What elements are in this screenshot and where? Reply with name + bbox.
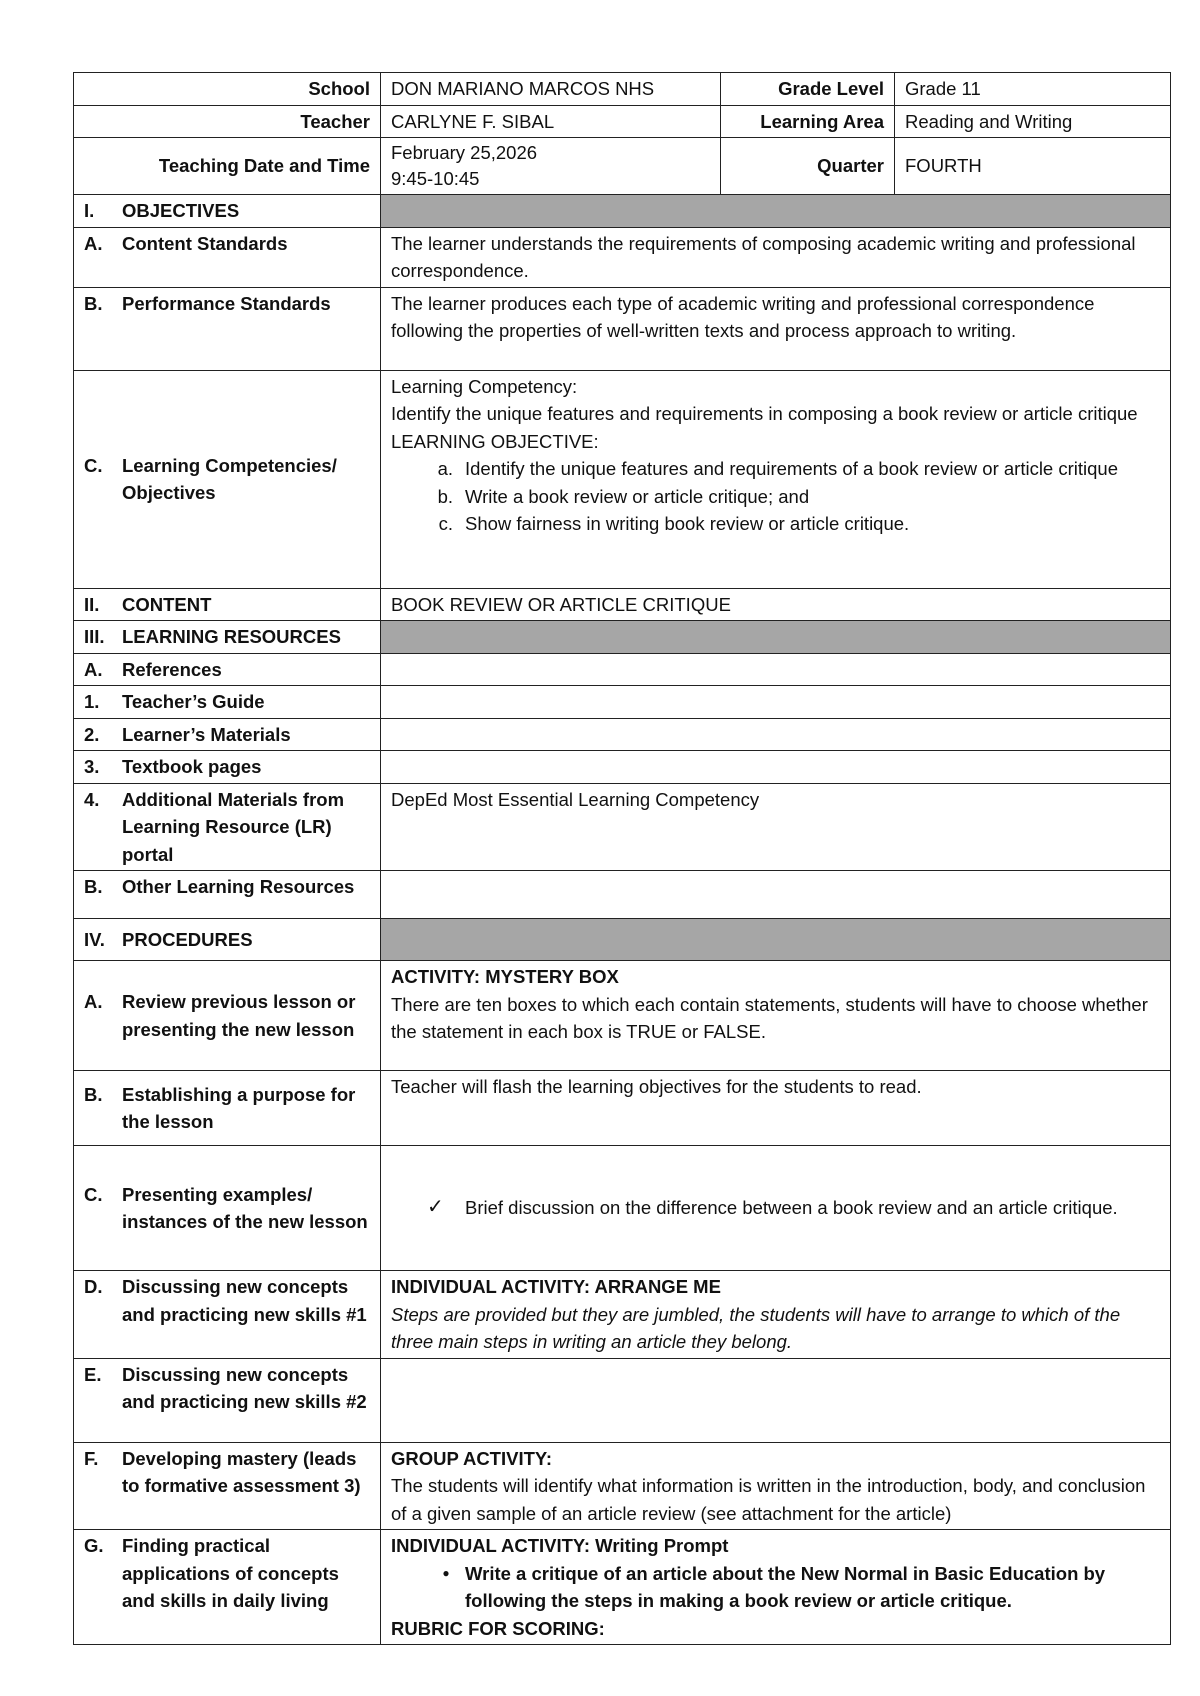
additional-materials-row xyxy=(74,783,1171,871)
procedures-heading xyxy=(74,919,381,961)
discussing2-num: E. xyxy=(84,1363,102,1385)
header-row-teacher xyxy=(74,105,1171,138)
other-resources-row xyxy=(74,871,1171,919)
procedures-num: IV. xyxy=(84,928,105,950)
procedures-title: PROCEDURES xyxy=(122,928,253,950)
applications-label: Finding practical applications of concepts and skills in daily living xyxy=(122,1535,339,1611)
discussing2-value xyxy=(381,1358,1171,1442)
lesson-plan-document xyxy=(73,72,1170,1645)
resources-shaded-cell xyxy=(381,621,1171,654)
review-content xyxy=(381,961,1171,1071)
purpose-text: Teacher will flash the learning objectives for the students to read. xyxy=(381,1071,1171,1146)
discussing2-label-cell xyxy=(74,1358,381,1442)
examples-check-item xyxy=(391,1194,1160,1222)
mastery-label-cell xyxy=(74,1442,381,1530)
textbook-pages-label: Textbook pages xyxy=(122,756,262,777)
examples-num: C. xyxy=(84,1183,103,1205)
references-row xyxy=(74,653,1171,686)
applications-num: G. xyxy=(84,1535,104,1556)
teachers-guide-label-cell xyxy=(74,686,381,719)
applications-content xyxy=(381,1530,1171,1645)
examples-text: Brief discussion on the difference between a book review and an article critique. xyxy=(465,1197,1118,1219)
objective-item-letter: c. xyxy=(438,513,453,534)
content-standards-label-cell xyxy=(74,227,381,287)
resources-heading xyxy=(74,621,381,654)
resources-title: LEARNING RESOURCES xyxy=(122,626,341,647)
content-standards-row xyxy=(74,227,1171,287)
additional-materials-text: DepEd Most Essential Learning Competency xyxy=(381,783,1171,871)
time-value: 9:45-10:45 xyxy=(391,168,480,189)
objective-item xyxy=(391,510,1160,538)
grade-level-label: Grade Level xyxy=(721,73,895,106)
review-activity-text: There are ten boxes to which each contain statements, students will have to choose whether the statement in each box is TRUE or FALSE. xyxy=(391,993,1148,1042)
examples-row xyxy=(74,1146,1171,1271)
purpose-row xyxy=(74,1071,1171,1146)
competencies-label: Learning Competencies/ Objectives xyxy=(122,454,337,503)
applications-heading: INDIVIDUAL ACTIVITY: Writing Prompt xyxy=(391,1535,729,1556)
resources-section-row xyxy=(74,621,1171,654)
teachers-guide-value xyxy=(381,686,1171,719)
content-label-cell xyxy=(74,588,381,621)
objectives-shaded-cell xyxy=(381,195,1171,228)
textbook-pages-row xyxy=(74,751,1171,784)
review-row xyxy=(74,961,1171,1071)
objective-item-letter: b. xyxy=(437,485,453,507)
discussing1-row xyxy=(74,1271,1171,1359)
objective-item-text: Show fairness in writing book review or article critique. xyxy=(465,513,910,534)
discussing1-content xyxy=(381,1271,1171,1359)
review-num: A. xyxy=(84,991,103,1012)
objective-item xyxy=(391,455,1160,483)
review-label-cell xyxy=(74,961,381,1071)
quarter-label: Quarter xyxy=(721,138,895,195)
quarter-value: FOURTH xyxy=(895,138,1171,195)
learners-materials-value xyxy=(381,718,1171,751)
lesson-plan-table xyxy=(73,72,1171,1645)
purpose-label: Establishing a purpose for the lesson xyxy=(122,1083,356,1132)
competencies-label-cell xyxy=(74,370,381,588)
learners-materials-num: 2. xyxy=(84,723,100,745)
competencies-num: C. xyxy=(84,454,103,476)
objective-item xyxy=(391,483,1160,511)
learners-materials-label-cell xyxy=(74,718,381,751)
grade-level-value: Grade 11 xyxy=(895,73,1171,106)
applications-label-cell xyxy=(74,1530,381,1645)
purpose-num: B. xyxy=(84,1083,103,1105)
examples-label: Presenting examples/ instances of the new lesson xyxy=(122,1183,368,1232)
applications-bullet-item xyxy=(391,1560,1160,1615)
performance-standards-text: The learner produces each type of academic writing and professional correspondence following the properties of well-written texts and process approach to writing. xyxy=(381,287,1171,370)
learning-area-value: Reading and Writing xyxy=(895,105,1171,138)
other-resources-label: Other Learning Resources xyxy=(122,876,355,897)
checkmark-icon: ✓ xyxy=(427,1196,444,1219)
performance-standards-num: B. xyxy=(84,292,103,314)
bullet-icon: ● xyxy=(442,1565,450,1580)
learning-objective-heading: LEARNING OBJECTIVE: xyxy=(391,430,599,452)
references-label: References xyxy=(122,658,222,680)
performance-standards-row xyxy=(74,287,1171,370)
mastery-label: Developing mastery (leads to formative assessment 3) xyxy=(122,1447,361,1496)
header-row-datetime xyxy=(74,138,1171,195)
objectives-section-row xyxy=(74,195,1171,228)
discussing1-heading: INDIVIDUAL ACTIVITY: ARRANGE ME xyxy=(391,1276,721,1297)
objective-item-letter: a. xyxy=(437,458,453,479)
teacher-label: Teacher xyxy=(74,105,381,138)
textbook-pages-num: 3. xyxy=(84,756,100,777)
learners-materials-label: Learner’s Materials xyxy=(122,723,291,745)
competencies-row xyxy=(74,370,1171,588)
other-resources-label-cell xyxy=(74,871,381,919)
content-standards-label: Content Standards xyxy=(122,232,288,254)
procedures-shaded-cell xyxy=(381,919,1171,961)
performance-standards-label: Performance Standards xyxy=(122,292,331,314)
examples-label-cell xyxy=(74,1146,381,1271)
mastery-content xyxy=(381,1442,1171,1530)
mastery-num: F. xyxy=(84,1447,99,1469)
header-row-school xyxy=(74,73,1171,106)
textbook-pages-value xyxy=(381,751,1171,784)
applications-bullet-text: Write a critique of an article about the New Normal in Basic Education by following the steps in making a book review or article critique. xyxy=(465,1562,1106,1611)
other-resources-value xyxy=(381,871,1171,919)
additional-materials-label-cell xyxy=(74,783,381,871)
datetime-value xyxy=(381,138,721,195)
objective-item-text: Identify the unique features and requirements of a book review or article critique xyxy=(465,458,1119,479)
date-value: February 25,2026 xyxy=(391,142,538,163)
references-value xyxy=(381,653,1171,686)
learners-materials-row xyxy=(74,718,1171,751)
content-standards-text: The learner understands the requirements of composing academic writing and professional correspondence. xyxy=(381,227,1171,287)
objective-item-text: Write a book review or article critique; and xyxy=(465,485,810,507)
references-label-cell xyxy=(74,653,381,686)
additional-materials-label: Additional Materials from Learning Resource (LR) portal xyxy=(122,788,345,865)
purpose-label-cell xyxy=(74,1071,381,1146)
textbook-pages-label-cell xyxy=(74,751,381,784)
competencies-content xyxy=(381,370,1171,588)
procedures-section-row xyxy=(74,919,1171,961)
objectives-title: OBJECTIVES xyxy=(122,200,240,221)
rubric-heading: RUBRIC FOR SCORING: xyxy=(391,1617,605,1639)
competency-text: Identify the unique features and requirements in composing a book review or article critique xyxy=(391,403,1138,424)
content-row xyxy=(74,588,1171,621)
mastery-text: The students will identify what information is written in the introduction, body, and conclusion of a given sample of an article review (see attachment for the article) xyxy=(391,1475,1146,1524)
school-label: School xyxy=(74,73,381,106)
teachers-guide-num: 1. xyxy=(84,691,100,712)
teacher-value: CARLYNE F. SIBAL xyxy=(381,105,721,138)
mastery-row xyxy=(74,1442,1171,1530)
discussing1-label-cell xyxy=(74,1271,381,1359)
discussing1-label: Discussing new concepts and practicing new skills #1 xyxy=(122,1276,367,1325)
mastery-heading: GROUP ACTIVITY: xyxy=(391,1447,553,1469)
references-num: A. xyxy=(84,658,103,680)
discussing1-text: Steps are provided but they are jumbled, the students will have to arrange to which of the three main steps in writing an article they belong. xyxy=(391,1303,1121,1352)
discussing1-num: D. xyxy=(84,1276,103,1297)
teachers-guide-row xyxy=(74,686,1171,719)
additional-materials-num: 4. xyxy=(84,788,100,810)
applications-row xyxy=(74,1530,1171,1645)
discussing2-label: Discussing new concepts and practicing new skills #2 xyxy=(122,1363,367,1412)
learning-area-label: Learning Area xyxy=(721,105,895,138)
content-text: BOOK REVIEW OR ARTICLE CRITIQUE xyxy=(381,588,1171,621)
content-standards-num: A. xyxy=(84,232,103,254)
objectives-heading xyxy=(74,195,381,228)
examples-content xyxy=(381,1146,1171,1271)
competency-heading: Learning Competency: xyxy=(391,375,578,397)
resources-num: III. xyxy=(84,626,105,647)
review-activity-heading: ACTIVITY: MYSTERY BOX xyxy=(391,966,619,987)
datetime-label: Teaching Date and Time xyxy=(74,138,381,195)
content-num: II. xyxy=(84,593,100,615)
school-value: DON MARIANO MARCOS NHS xyxy=(381,73,721,106)
performance-standards-label-cell xyxy=(74,287,381,370)
other-resources-num: B. xyxy=(84,876,103,897)
objectives-num: I. xyxy=(84,200,95,221)
teachers-guide-label: Teacher’s Guide xyxy=(122,691,265,712)
discussing2-row xyxy=(74,1358,1171,1442)
review-label: Review previous lesson or presenting the new lesson xyxy=(122,991,356,1040)
content-title: CONTENT xyxy=(122,593,212,615)
